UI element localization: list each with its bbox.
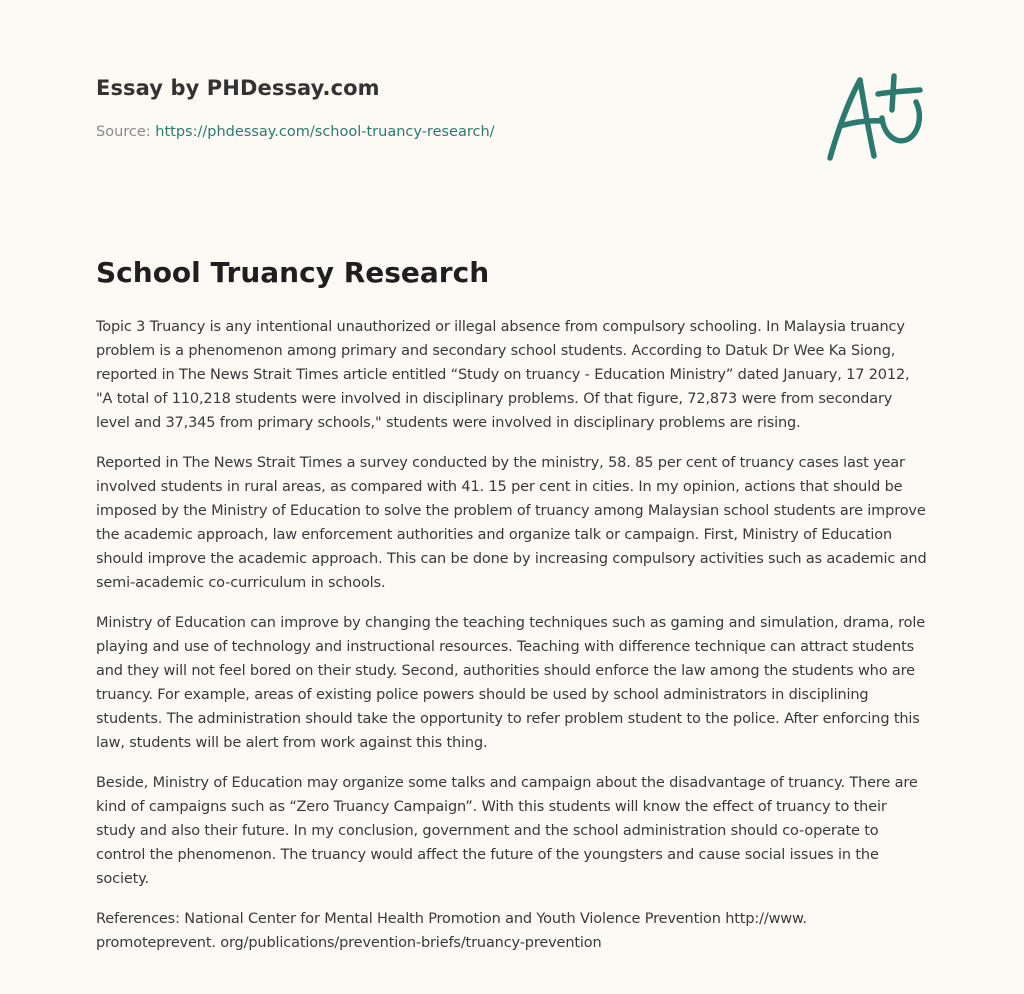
essay-paragraph: Beside, Ministry of Education may organize some talks and campaign about the disadvantage of truancy. There are kind of campaigns such as “Zero Truancy Campaign”. With this students will know the effect of truancy to their study and also their future. In my conclusion, government and the school administration should co-operate to control the phenomenon. The truancy would affect the future of the youngsters and cause social issues in the society. (96, 775, 918, 887)
source-label: Source: (96, 124, 156, 140)
essay-title: School Truancy Research (96, 256, 490, 289)
source-link[interactable]: https://phdessay.com/school-truancy-research/ (155, 124, 495, 140)
essay-paragraph: Ministry of Education can improve by changing the teaching techniques such as gaming and simulation, drama, role playing and use of technology and instructional resources. Teaching with difference technique can attract students and they will not feel bored on their study. Second, authorities should enforce the law among the students who are truancy. For example, areas of existing police powers should be used by school administrators in disciplining students. The administration should take the opportunity to refer problem student to the police. After enforcing this law, students will be alert from work against this thing. (96, 615, 926, 751)
source-line (96, 124, 495, 140)
site-brand: Essay by PHDessay.com (96, 76, 380, 100)
essay-paragraph: Topic 3 Truancy is any intentional unauthorized or illegal absence from compulsory schooling. In Malaysia truancy problem is a phenomenon among primary and secondary school students. According to Datuk Dr Wee Ka Siong, reported in The News Strait Times article entitled “Study on truancy - Education Ministry” dated January, 17 2012, "A total of 110,218 students were involved in disciplinary problems. Of that figure, 72,873 were from secondary level and 37,345 from primary schools," students were involved in disciplinary problems are rising. (96, 319, 910, 431)
essay-body (96, 315, 928, 971)
essay-paragraph: Reported in The News Strait Times a survey conducted by the ministry, 58. 85 per cent of truancy cases last year involved students in rural areas, as compared with 41. 15 per cent in cities. In my opinion, actions that should be imposed by the Ministry of Education to solve the problem of truancy among Malaysian school students are improve the academic approach, law enforcement authorities and organize talk or campaign. First, Ministry of Education should improve the academic approach. This can be done by increasing compulsory activities such as academic and semi-academic co-curriculum in schools. (96, 455, 927, 591)
a-plus-grade-icon (824, 70, 928, 164)
references-paragraph: References: National Center for Mental Health Promotion and Youth Violence Prevention http://www. promoteprevent. org/publications/prevention-briefs/truancy-prevention (96, 911, 807, 951)
